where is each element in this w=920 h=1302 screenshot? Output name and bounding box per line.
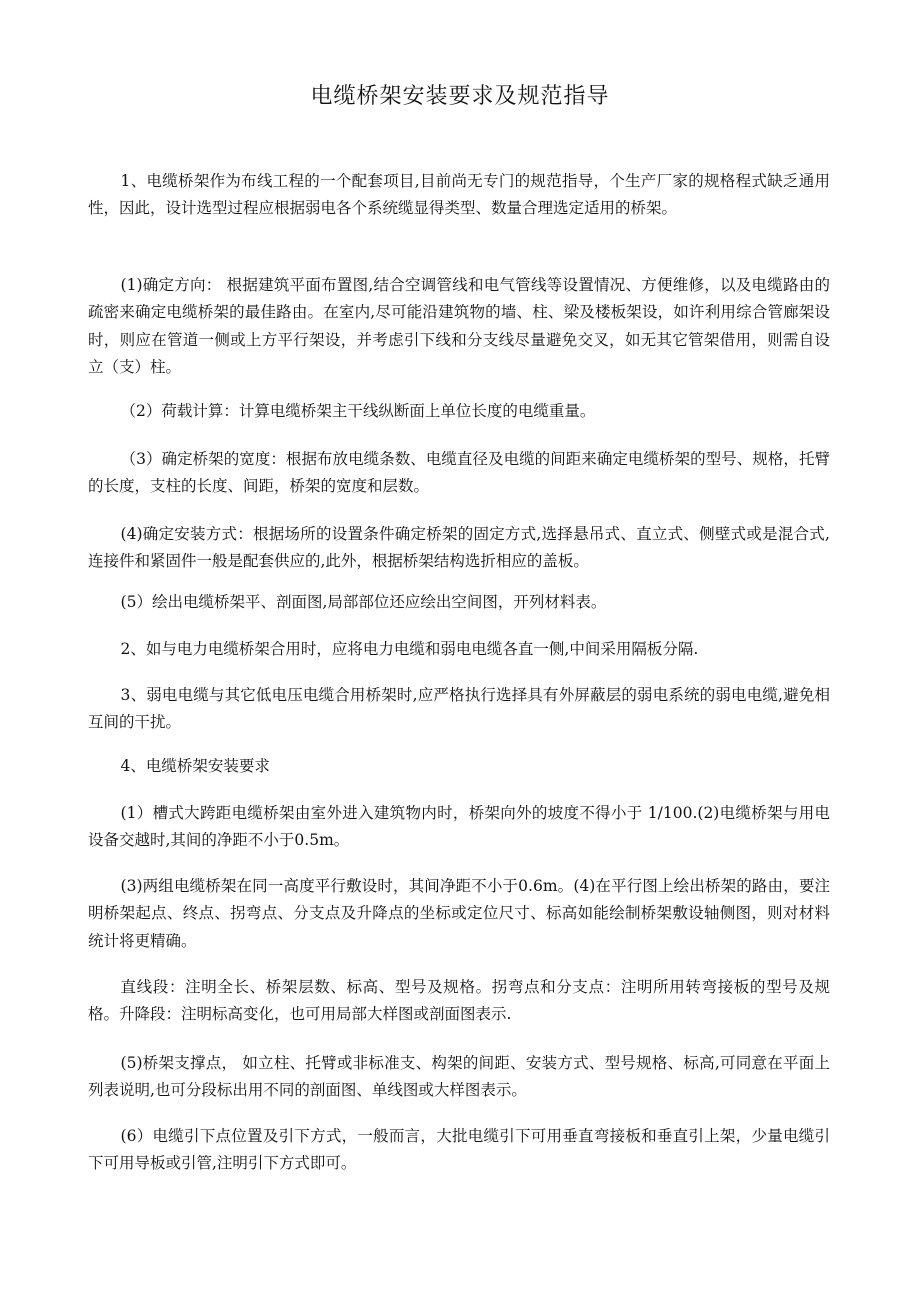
paragraph-12: 直线段：注明全长、桥架层数、标高、型号及规格。拐弯点和分支点：注明所用转弯接板的型号及规格。升降段：注明标高变化，也可用局部大样图或剖面图表示.	[88, 977, 830, 1023]
paragraph-14: (6）电缆引下点位置及引下方式，一般而言，大批电缆引下可用垂直弯接板和垂直引上架，少量电缆引下可用导板或引管,注明引下方式即可。	[88, 1126, 830, 1172]
paragraph-1: 1、电缆桥架作为布线工程的一个配套项目,目前尚无专门的规范指导，个生产厂家的规格程式缺乏通用性，因此，设计选型过程应根据弱电各个系统缆显得类型、数量合理选定适用的桥架。	[88, 171, 830, 217]
paragraph-8: 3、弱电电缆与其它低电压电缆合用桥架时,应严格执行选择具有外屏蔽层的弱电系统的弱电电缆,避免相互间的干扰。	[88, 685, 830, 731]
paragraph-4: （3）确定桥架的宽度：根据布放电缆条数、电缆直径及电缆的间距来确定电缆桥架的型号、规格，托臂的长度，支柱的长度、间距，桥架的宽度和层数。	[88, 449, 830, 495]
paragraph-5: (4)确定安装方式：根据场所的设置条件确定桥架的固定方式,选择悬吊式、直立式、侧壁式或是混合式,连接件和紧固件一般是配套供应的,此外，根据桥架结构选折相应的盖板。	[88, 524, 830, 570]
paragraph-2: (1)确定方向： 根据建筑平面布置图,结合空调管线和电气管线等设置情况、方便维修，以及电缆路由的疏密来确定电缆桥架的最佳路由。在室内,尽可能沿建筑物的墙、柱、梁及楼板架设，如许利用综合管廊架设时，则应在管道一侧或上方平行架设，并考虑引下线和分支线尽量避免交叉，如无其它管架借用，则需自设立（支）柱。	[88, 275, 830, 376]
paragraph-11: (3)两组电缆桥架在同一高度平行敷设时，其间净距不小于0.6m。(4)在平行图上绘出桥架的路由，要注明桥架起点、终点、拐弯点、分支点及升降点的坐标或定位尺寸、标高如能绘制桥架敷设轴侧图，则对材料统计将更精确。	[88, 876, 830, 950]
paragraph-6: (5）绘出电缆桥架平、剖面图,局部部位还应绘出空间图，开列材料表。	[120, 592, 607, 611]
paragraph-3: （2）荷载计算：计算电缆桥架主干线纵断面上单位长度的电缆重量。	[120, 401, 596, 420]
document-title: 电缆桥架安装要求及规范指导	[310, 84, 610, 109]
paragraph-13: (5)桥架支撑点， 如立柱、托臂或非标准支、构架的间距、安装方式、型号规格、标高,可同意在平面上列表说明,也可分段标出用不同的剖面图、单线图或大样图表示。	[88, 1053, 830, 1099]
paragraph-9: 4、电缆桥架安装要求	[120, 756, 270, 775]
paragraph-10: (1）槽式大跨距电缆桥架由室外进入建筑物内时，桥架向外的坡度不得小于 1/100.(2)电缆桥架与用电设备交越时,其间的净距不小于0.5m。	[88, 803, 830, 849]
paragraph-7: 2、如与电力电缆桥架合用时，应将电力电缆和弱电电缆各直一侧,中间采用隔板分隔.	[120, 639, 699, 658]
